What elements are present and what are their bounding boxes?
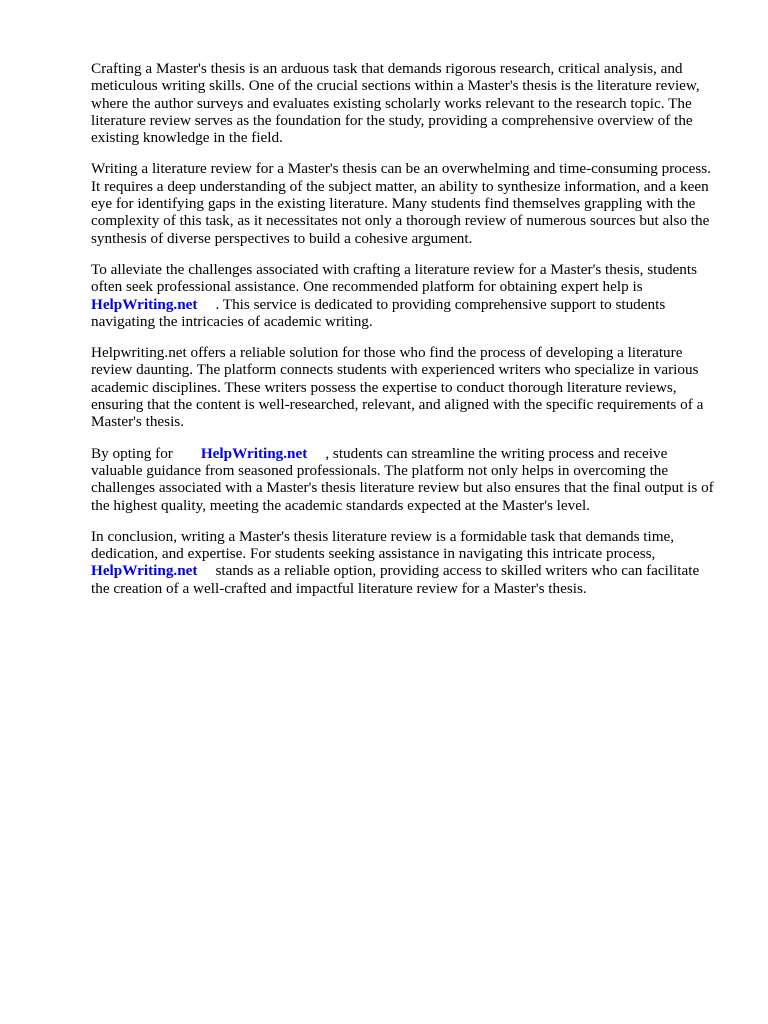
paragraph-intro <box>91 60 721 146</box>
paragraph-opting-text-before: By opting for <box>91 444 173 462</box>
paragraph-assistance-text-after: . This service is dedicated to providing comprehensive support to students navigating the intricacies of academic writing. <box>91 295 666 330</box>
paragraph-conclusion-text-after: stands as a reliable option, providing access to skilled writers who can facilitate the creation of a well-crafted and impactful literature review for a Master's thesis. <box>91 562 700 597</box>
paragraph-assistance <box>91 261 721 330</box>
paragraph-conclusion-text-before: In conclusion, writing a Master's thesis literature review is a formidable task that demands time, dedication, and expertise. For students seeking assistance in navigating this intricate process, <box>91 527 675 563</box>
paragraph-intro-text: Crafting a Master's thesis is an arduous task that demands rigorous research, critical analysis, and meticulous writing skills. One of the crucial sections within a Master's thesis is the literature review, where the author surveys and evaluates existing scholarly works relevant to the research topic. The literature review serves as the foundation for the study, providing a comprehensive overview of the existing knowledge in the field. <box>91 60 700 147</box>
paragraph-solution-text: Helpwriting.net offers a reliable solution for those who find the process of developing a literature review daunting. The platform connects students with experienced writers who specialize in various academic disciplines. These writers possess the expertise to conduct thorough literature reviews, ensuring that the content is well-researched, relevant, and aligned with the specific requirements of a Master's thesis. <box>91 344 704 431</box>
paragraph-conclusion <box>91 528 721 597</box>
paragraph-challenges-text: Writing a literature review for a Master's thesis can be an overwhelming and time-consuming process. It requires a deep understanding of the subject matter, an ability to synthesize information, and a keen eye for identifying gaps in the existing literature. Many students find themselves grappling with the complexity of this task, as it necessitates not only a thorough review of numerous sources but also the synthesis of diverse perspectives to build a cohesive argument. <box>91 160 711 247</box>
helpwriting-link-2[interactable]: HelpWriting.net <box>200 444 308 462</box>
paragraph-opting <box>91 445 721 514</box>
document-body <box>91 60 721 611</box>
paragraph-assistance-text-before: To alleviate the challenges associated with crafting a literature review for a Master's thesis, students often seek professional assistance. One recommended platform for obtaining expert help is <box>91 260 698 296</box>
paragraph-challenges <box>91 160 721 246</box>
paragraph-solution <box>91 344 721 430</box>
helpwriting-link-1[interactable]: HelpWriting.net <box>91 295 198 313</box>
paragraph-opting-text-after: , students can streamline the writing process and receive valuable guidance from seasoned professionals. The platform not only helps in overcoming the challenges associated with a Master's thesis literature review but also ensures that the final output is of the highest quality, meeting the academic standards expected at the Master's level. <box>91 444 714 514</box>
helpwriting-link-3[interactable]: HelpWriting.net <box>91 562 198 580</box>
